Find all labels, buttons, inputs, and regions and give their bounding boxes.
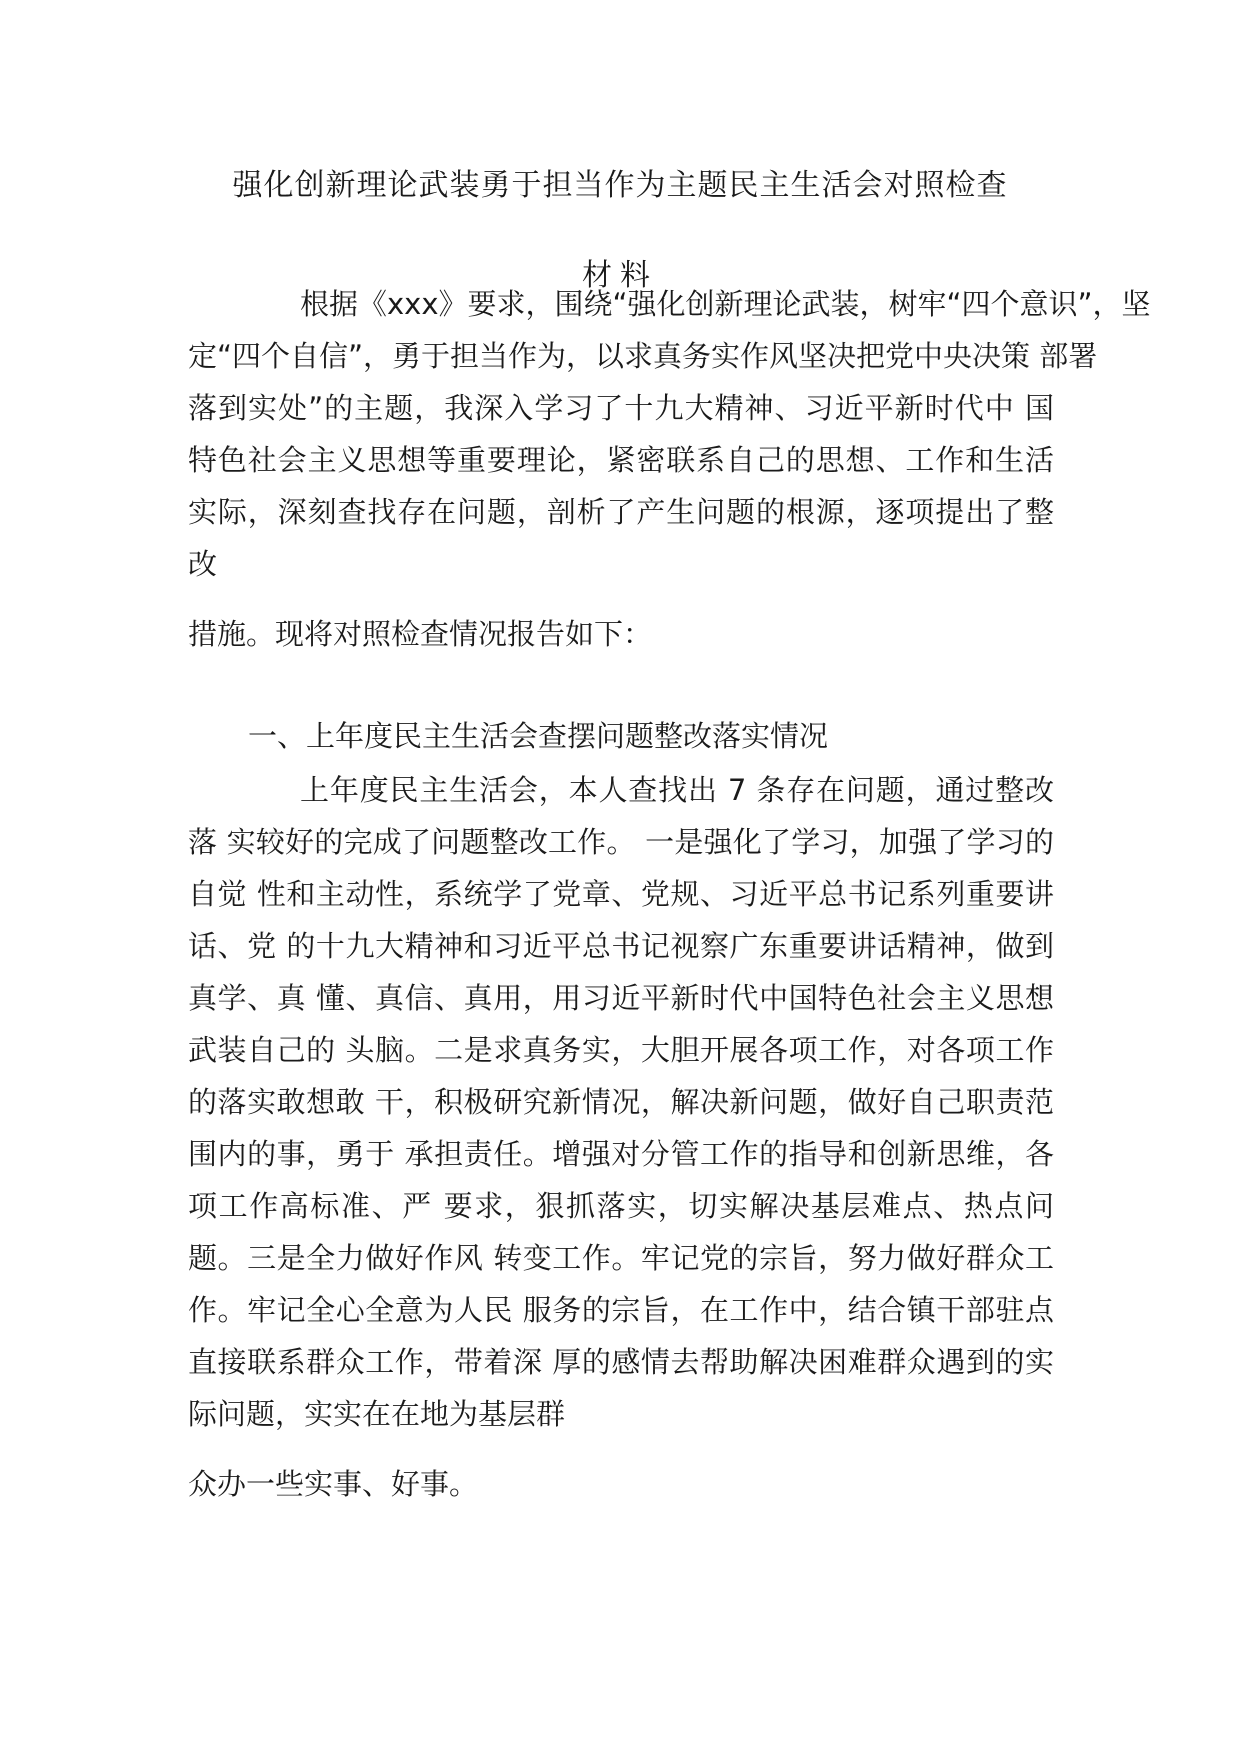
paragraph-line: 根据《xxx》要求，围绕“强化创新理论武装，树牢“四个意识”，坚: [300, 287, 1151, 321]
paragraph-line: 特色社会主义思想等重要理论，紧密联系自己的思想、工作和生活: [188, 443, 1054, 477]
paragraph-line: 际问题，实实在在地为基层群: [188, 1397, 566, 1431]
paragraph-line: 话、党 的十九大精神和习近平总书记视察广东重要讲话精神，做到: [188, 929, 1054, 963]
paragraph-line: 直接联系群众工作，带着深 厚的感情去帮助解决困难群众遇到的实: [188, 1345, 1054, 1379]
document-title-line-1: 强化创新理论武装勇于担当作为主题民主生活会对照检查: [232, 168, 1008, 203]
paragraph-line: 作。牢记全心全意为人民 服务的宗旨，在工作中，结合镇干部驻点: [188, 1293, 1054, 1327]
paragraph-line: 众办一些实事、好事。: [188, 1467, 479, 1501]
section-heading: 一、上年度民主生活会查摆问题整改落实情况: [248, 719, 829, 753]
paragraph-line: 定“四个自信”，勇于担当作为，以求真务实作风坚决把党中央决策 部署: [188, 339, 1098, 373]
paragraph-line: 改: [188, 547, 218, 581]
paragraph-line: 围内的事，勇于 承担责任。增强对分管工作的指导和创新思维，各: [188, 1137, 1054, 1171]
paragraph-line: 武装自己的 头脑。二是求真务实，大胆开展各项工作，对各项工作: [188, 1033, 1054, 1067]
paragraph-line: 的落实敢想敢 干，积极研究新情况，解决新问题，做好自己职责范: [188, 1085, 1054, 1119]
paragraph-line: 题。三是全力做好作风 转变工作。牢记党的宗旨，努力做好群众工: [188, 1241, 1054, 1275]
document-title-line-2: 材料: [582, 258, 658, 293]
paragraph-line: 措施。现将对照检查情况报告如下：: [188, 617, 653, 651]
paragraph-line: 真学、真 懂、真信、真用，用习近平新时代中国特色社会主义思想: [188, 981, 1054, 1015]
paragraph-line: 上年度民主生活会，本人查找出 7 条存在问题，通过整改: [300, 773, 1054, 807]
paragraph-line: 落到实处”的主题，我深入学习了十九大精神、习近平新时代中 国: [188, 391, 1054, 425]
paragraph-line: 自觉 性和主动性，系统学了党章、党规、习近平总书记系列重要讲: [188, 877, 1054, 911]
paragraph-line: 实际，深刻查找存在问题，剖析了产生问题的根源，逐项提出了整: [188, 495, 1054, 529]
paragraph-line: 项工作高标准、严 要求，狠抓落实，切实解决基层难点、热点问: [188, 1189, 1054, 1223]
paragraph-line: 落 实较好的完成了问题整改工作。 一是强化了学习，加强了学习的: [188, 825, 1054, 859]
